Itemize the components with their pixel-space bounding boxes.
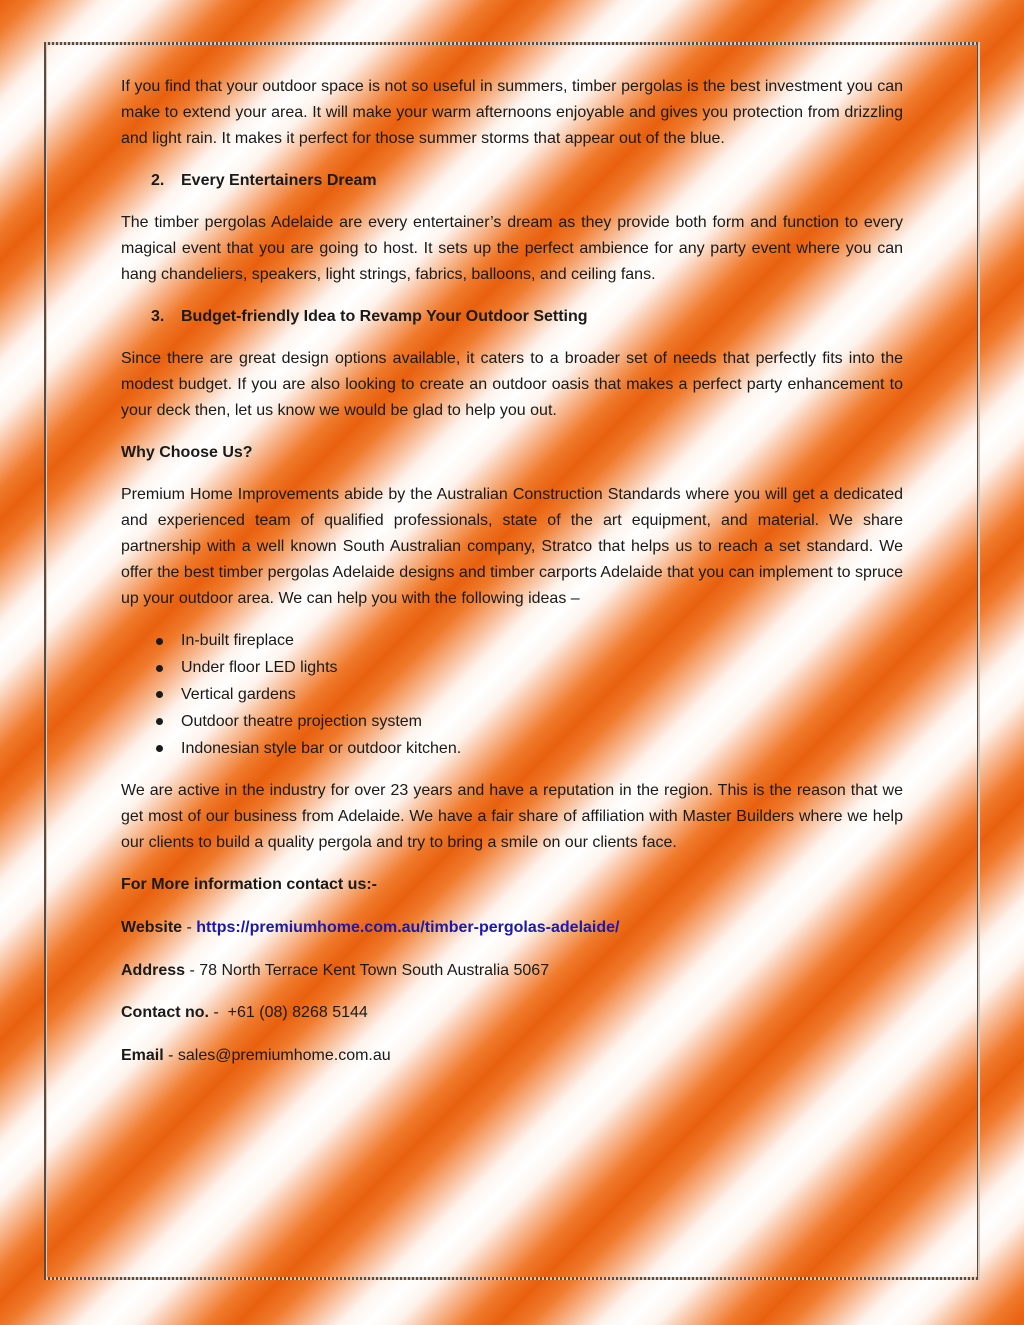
section-2-number: 2. [151,172,165,189]
phone-value: +61 (08) 8268 5144 [227,1004,368,1022]
bullet-icon [156,745,163,752]
document-body [121,74,903,1086]
section-3-body: Since there are great design options available, it caters to a broader set of needs that perfectly fits into the modest budget. If you are also looking to create an outdoor oasis that makes a perfect party enhancement to your deck then, let us know we would be glad to help you out. [121,350,903,419]
phone-label: Contact no. [121,1004,209,1022]
section-3-heading [151,304,903,330]
website-line [121,915,903,941]
section-2-heading [151,168,903,194]
bullet-icon [156,718,163,725]
list-item-text: Under floor LED lights [181,659,338,677]
email-value[interactable]: sales@premiumhome.com.au [177,1047,391,1065]
website-label: Website [121,918,183,936]
list-item-text: In-built fireplace [181,632,294,650]
list-item [121,708,903,735]
list-item [121,735,903,762]
address-label: Address [121,961,186,979]
why-choose-heading: Why Choose Us? [121,444,253,461]
ideas-list [121,628,903,762]
address-value: 78 North Terrace Kent Town South Australia 5067 [199,961,550,979]
list-item-text: Indonesian style bar or outdoor kitchen. [181,739,462,757]
phone-line [121,1000,903,1026]
email-line [121,1043,903,1069]
intro-paragraph: If you find that your outdoor space is not so useful in summers, timber pergolas is the best investment you can make to extend your area. It will make your warm afternoons enjoyable and gives you protection from drizzling and light rain. It makes it perfect for those summer storms that appear out of the blue. [121,78,903,147]
why-choose-body: Premium Home Improvements abide by the Australian Construction Standards where you will get a dedicated and experienced team of qualified professionals, state of the art equipment, and material. We share partnership with a well known South Australian company, Stratco that helps us to reach a set standard. We offer the best timber pergolas Adelaide designs and timber carports Adelaide that you can implement to spruce up your outdoor area. We can help you with the following ideas – [121,486,903,607]
bullet-icon [156,691,163,698]
website-separator: - [182,918,197,936]
list-item-text: Vertical gardens [181,685,296,703]
section-3-title: Budget-friendly Idea to Revamp Your Outdoor Setting [181,308,588,325]
list-item [121,682,903,709]
bullet-icon [156,665,163,672]
email-label: Email [121,1047,164,1065]
contact-heading: For More information contact us:- [121,875,377,893]
email-separator: - [163,1047,178,1065]
list-item-text: Outdoor theatre projection system [181,712,423,730]
closing-paragraph: We are active in the industry for over 23 years and have a reputation in the region. This is the reason that we get most of our business from Adelaide. We have a fair share of affiliation with Master Builders where we help our clients to build a quality pergola and try to bring a smile on our clients face. [121,781,903,851]
section-3-number: 3. [151,308,165,325]
section-2-title: Every Entertainers Dream [181,172,377,189]
website-link[interactable]: https://premiumhome.com.au/timber-pergolas-adelaide/ [196,918,620,936]
bullet-icon [156,638,163,645]
list-item [121,628,903,655]
list-item [121,655,903,682]
section-2-body: The timber pergolas Adelaide are every entertainer’s dream as they provide both form and function to every magical event that you are going to host. It sets up the perfect ambience for any party event where you can hang chandeliers, speakers, light strings, fabrics, balloons, and ceiling fans. [121,214,903,283]
phone-separator: - [209,1004,228,1022]
address-line [121,958,903,984]
address-separator: - [185,961,200,979]
